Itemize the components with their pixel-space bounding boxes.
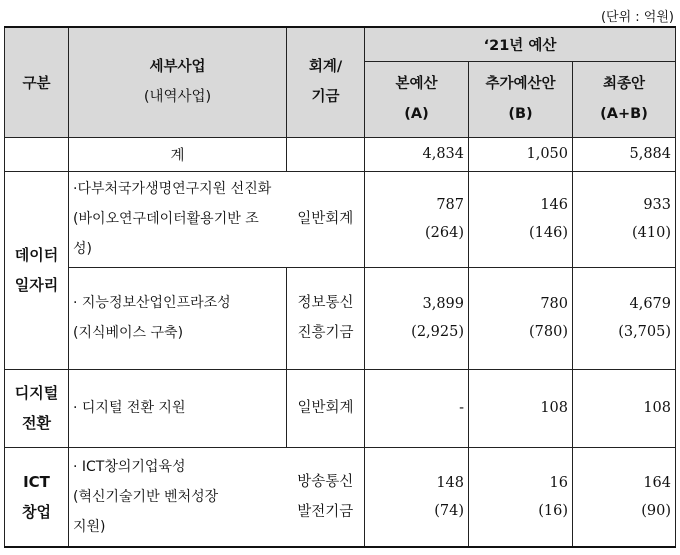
project-line-2: (바이오연구데이터활용기반 조	[73, 211, 259, 227]
value-b: 108	[469, 369, 573, 447]
table-row	[5, 267, 676, 369]
header-account	[287, 27, 365, 137]
category-label-l1: 디지털	[14, 384, 59, 402]
value-c-sub: (90)	[641, 502, 672, 519]
header-col-a	[365, 61, 469, 137]
value-c-sub: (410)	[632, 225, 672, 241]
header-col-c-l2: (A+B)	[600, 106, 648, 122]
header-category-label: 구분	[22, 75, 51, 92]
account-line-1: 방송통신	[297, 473, 354, 490]
value-c-cell	[573, 267, 676, 369]
header-project	[69, 27, 287, 137]
value-a: 148	[436, 474, 464, 491]
total-label: 계	[69, 137, 287, 171]
project-line-1: · ICT창의기업육성	[73, 458, 186, 475]
value-c: 4,679	[629, 296, 672, 312]
account-cell: 일반회계	[287, 369, 365, 447]
header-budget-group	[365, 27, 676, 61]
value-b: 16	[549, 474, 568, 491]
header-category	[5, 27, 69, 137]
value-c: 933	[643, 197, 672, 213]
project-line-1: · 지능정보산업인프라조성	[73, 295, 231, 311]
project-cell	[69, 171, 287, 267]
header-col-a-l2: (A)	[404, 106, 429, 122]
value-b-cell	[469, 267, 573, 369]
account-line-2: 일반회계	[297, 211, 354, 227]
header-project-label: 세부사업	[149, 59, 206, 76]
project-line-2: (혁신기술기반 벤처성장	[73, 488, 219, 505]
table-row-total	[5, 137, 676, 171]
category-cell	[5, 171, 69, 369]
category-label-l1: ICT	[23, 472, 50, 491]
header-account-l1: 회계/	[308, 59, 343, 76]
total-category-cell	[5, 137, 69, 171]
category-label-l2: 창업	[22, 502, 51, 521]
value-a-cell	[365, 171, 469, 267]
account-cell	[287, 171, 365, 267]
category-label-l2: 전환	[22, 414, 51, 432]
value-a-sub: (2,925)	[411, 324, 464, 340]
total-c: 5,884	[573, 137, 676, 171]
table-row	[5, 369, 676, 447]
account-line-2: 발전기금	[297, 503, 354, 520]
value-a-cell	[365, 447, 469, 547]
project-line-3: 지원)	[73, 518, 106, 535]
account-line-1: 정보통신	[297, 295, 354, 311]
value-a-sub: (74)	[434, 502, 464, 519]
header-col-b-l2: (B)	[508, 106, 533, 122]
value-c: 108	[573, 369, 676, 447]
project-cell: · 디지털 전환 지원	[69, 369, 287, 447]
account-cell	[287, 447, 365, 547]
header-col-c	[573, 61, 676, 137]
project-line-3: 성)	[73, 241, 92, 257]
unit-note: (단위 : 억원)	[600, 10, 674, 25]
value-b-cell	[469, 171, 573, 267]
table-row	[5, 447, 676, 547]
value-a: 787	[436, 197, 464, 213]
header-col-b-l1: 추가예산안	[485, 76, 556, 92]
header-col-b	[469, 61, 573, 137]
header-col-a-l1: 본예산	[395, 76, 438, 92]
category-cell	[5, 447, 69, 547]
header-budget-group-label: ‘21년 예산	[483, 37, 557, 54]
value-c-sub: (3,705)	[618, 324, 672, 340]
value-b-sub: (16)	[538, 502, 568, 519]
project-cell	[69, 267, 287, 369]
total-b: 1,050	[469, 137, 573, 171]
total-account-cell	[287, 137, 365, 171]
value-c-cell	[573, 171, 676, 267]
category-label-l1: 데이터	[14, 246, 59, 264]
value-a: 3,899	[422, 296, 464, 312]
value-b: 780	[540, 296, 568, 312]
header-col-c-l1: 최종안	[602, 76, 646, 92]
total-a: 4,834	[365, 137, 469, 171]
account-line-2: 진흥기금	[297, 325, 354, 341]
header-project-sub: (내역사업)	[143, 89, 212, 106]
value-b: 146	[540, 197, 568, 213]
category-label-l2: 일자리	[14, 276, 59, 294]
category-cell	[5, 369, 69, 447]
value-b-sub: (146)	[529, 225, 568, 241]
value-b-sub: (780)	[529, 324, 568, 340]
project-line-2: (지식베이스 구축)	[73, 325, 184, 341]
value-c-cell	[573, 447, 676, 547]
account-cell	[287, 267, 365, 369]
value-c: 164	[643, 474, 672, 491]
header-account-l2: 기금	[311, 89, 340, 106]
budget-table	[4, 26, 676, 548]
table-row	[5, 171, 676, 267]
project-line-1: ·다부처국가생명연구지원 선진화	[73, 181, 272, 197]
value-a-cell	[365, 267, 469, 369]
value-a-sub: (264)	[425, 225, 464, 241]
value-a: -	[365, 369, 469, 447]
project-cell	[69, 447, 287, 547]
value-b-cell	[469, 447, 573, 547]
